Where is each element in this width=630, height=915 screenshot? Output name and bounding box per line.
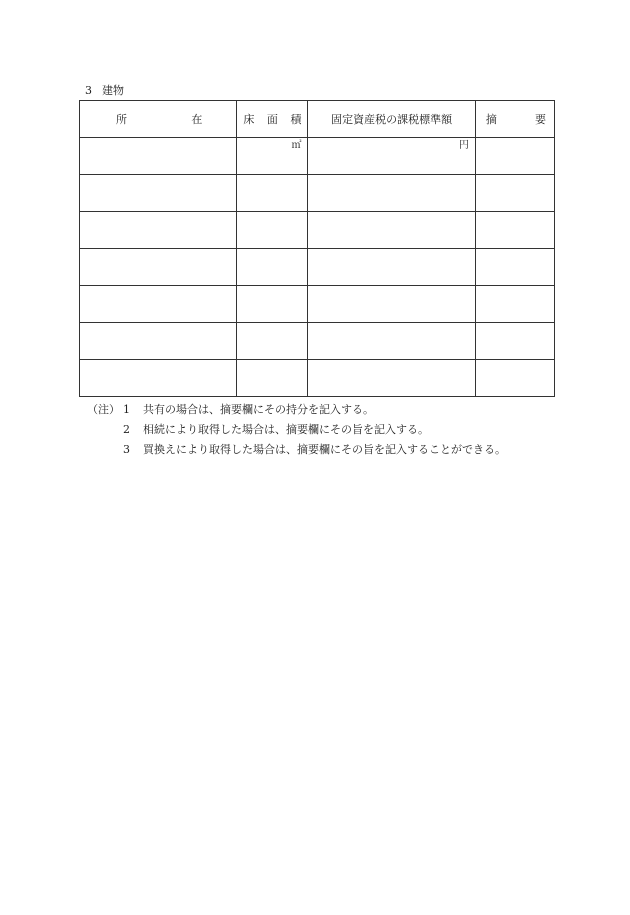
note-item — [87, 420, 506, 440]
section-title — [85, 84, 124, 98]
table-row — [80, 249, 555, 286]
section-title-text: 建物 — [102, 84, 124, 97]
cell-tax-value[interactable] — [308, 286, 475, 323]
cell-location[interactable] — [80, 323, 237, 360]
building-table — [79, 100, 555, 397]
notes-label: （注） — [87, 403, 120, 416]
cell-tax-value[interactable] — [308, 175, 475, 212]
header-summary: 摘 要 — [475, 101, 554, 138]
cell-tax-value[interactable] — [308, 212, 475, 249]
cell-tax-value[interactable] — [308, 360, 475, 397]
cell-location[interactable] — [80, 286, 237, 323]
cell-summary[interactable] — [475, 212, 554, 249]
cell-summary[interactable] — [475, 138, 554, 175]
table-header-row — [80, 101, 555, 138]
note-item — [87, 440, 506, 460]
table-row — [80, 286, 555, 323]
table-row — [80, 323, 555, 360]
cell-tax-value[interactable] — [308, 138, 475, 175]
cell-location[interactable] — [80, 175, 237, 212]
cell-floor-area[interactable] — [237, 175, 308, 212]
header-location: 所 在 — [80, 101, 237, 138]
note-item — [87, 400, 506, 420]
header-tax-value: 固定資産税の課税標準額 — [308, 101, 475, 138]
note-number: 1 — [123, 403, 130, 416]
note-number: 2 — [123, 423, 130, 436]
cell-summary[interactable] — [475, 286, 554, 323]
header-floor-area: 床 面 積 — [237, 101, 308, 138]
cell-floor-area[interactable] — [237, 323, 308, 360]
cell-floor-area[interactable] — [237, 360, 308, 397]
cell-floor-area[interactable] — [237, 138, 308, 175]
section-number: 3 — [85, 84, 92, 97]
cell-tax-value[interactable] — [308, 249, 475, 286]
note-text: 買換えにより取得した場合は、摘要欄にその旨を記入することができる。 — [143, 443, 506, 456]
cell-summary[interactable] — [475, 249, 554, 286]
cell-floor-area[interactable] — [237, 249, 308, 286]
cell-summary[interactable] — [475, 175, 554, 212]
note-text: 共有の場合は、摘要欄にその持分を記入する。 — [143, 403, 374, 416]
cell-floor-area[interactable] — [237, 212, 308, 249]
cell-tax-value[interactable] — [308, 323, 475, 360]
cell-summary[interactable] — [475, 360, 554, 397]
table-row — [80, 175, 555, 212]
notes — [87, 400, 506, 460]
cell-floor-area[interactable] — [237, 286, 308, 323]
unit-square-meter: ㎡ — [291, 140, 302, 151]
cell-location[interactable] — [80, 360, 237, 397]
cell-location[interactable] — [80, 138, 237, 175]
note-number: 3 — [123, 443, 130, 456]
cell-location[interactable] — [80, 249, 237, 286]
cell-location[interactable] — [80, 212, 237, 249]
table-row — [80, 212, 555, 249]
cell-summary[interactable] — [475, 323, 554, 360]
unit-yen: 円 — [458, 140, 469, 151]
table-row — [80, 138, 555, 175]
table-row — [80, 360, 555, 397]
note-text: 相続により取得した場合は、摘要欄にその旨を記入する。 — [143, 423, 429, 436]
